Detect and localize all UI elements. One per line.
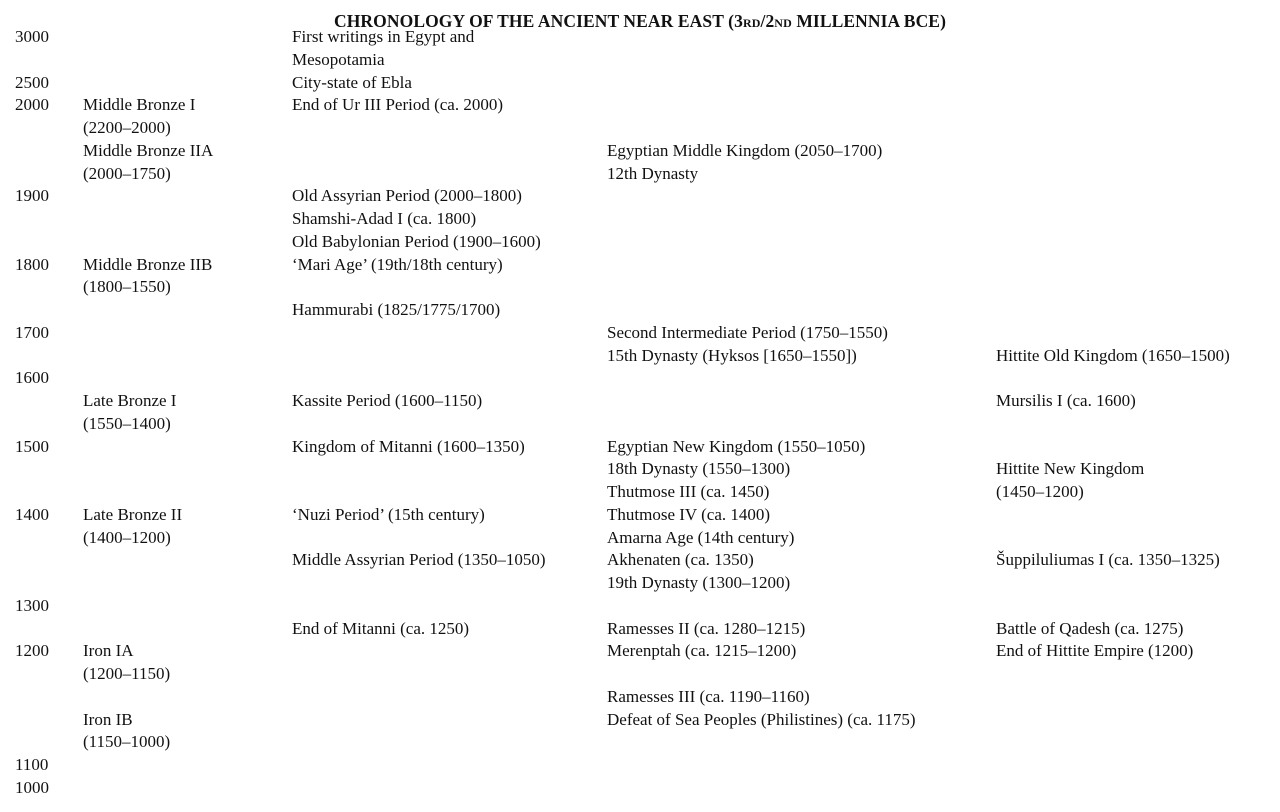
cell-year: 1700 <box>15 322 49 342</box>
cell-mesopotamia-syria: Middle Assyrian Period (1350–1050) <box>292 550 546 570</box>
cell-archaeological-period: Iron IA <box>83 641 134 661</box>
cell-archaeological-period: Iron IB <box>83 709 133 729</box>
cell-year: 1300 <box>15 595 49 615</box>
cell-mesopotamia-syria: Kingdom of Mitanni (1600–1350) <box>292 436 525 456</box>
cell-egypt: Thutmose III (ca. 1450) <box>607 482 770 501</box>
cell-egypt: Akhenaten (ca. 1350) <box>607 550 754 570</box>
cell-year: 1600 <box>15 368 49 388</box>
cell-archaeological-period: (1400–1200) <box>83 527 171 547</box>
cell-mesopotamia-syria: Kassite Period (1600–1150) <box>292 391 483 410</box>
cell-archaeological-period: (2200–2000) <box>83 118 171 137</box>
cell-archaeological-period: Middle Bronze I <box>83 95 196 115</box>
cell-egypt: Amarna Age (14th century) <box>607 527 795 547</box>
cell-archaeological-period: (1200–1150) <box>83 664 171 683</box>
cell-anatolia: End of Hittite Empire (1200) <box>996 641 1194 661</box>
title-small-caps-nd: ND <box>774 16 792 30</box>
cell-anatolia: Hittite Old Kingdom (1650–1500) <box>996 345 1230 365</box>
cell-year: 3000 <box>15 27 49 46</box>
cell-year: 1400 <box>15 504 49 524</box>
cell-mesopotamia-syria: Mesopotamia <box>292 49 385 69</box>
cell-year: 1800 <box>15 254 49 274</box>
cell-mesopotamia-syria: Old Babylonian Period (1900–1600) <box>292 231 541 251</box>
cell-year: 1000 <box>15 777 49 797</box>
cell-year: 1200 <box>15 641 49 661</box>
cell-anatolia: Šuppiluliumas I (ca. 1350–1325) <box>996 550 1220 570</box>
cell-year: 2000 <box>15 95 49 115</box>
cell-egypt: 15th Dynasty (Hyksos [1650–1550]) <box>607 345 857 365</box>
cell-anatolia: Hittite New Kingdom <box>996 459 1145 479</box>
cell-archaeological-period: (1150–1000) <box>83 732 171 752</box>
cell-egypt: Egyptian New Kingdom (1550–1050) <box>607 436 866 456</box>
cell-mesopotamia-syria: End of Ur III Period (ca. 2000) <box>292 95 504 115</box>
cell-egypt: Ramesses III (ca. 1190–1160) <box>607 686 810 706</box>
cell-archaeological-period: (1550–1400) <box>83 413 171 433</box>
cell-egypt: Thutmose IV (ca. 1400) <box>607 504 771 524</box>
title-text-tail: MILLENNIA BCE) <box>791 11 947 31</box>
cell-archaeological-period: Late Bronze II <box>83 504 183 524</box>
cell-mesopotamia-syria: Old Assyrian Period (2000–1800) <box>292 186 522 206</box>
cell-mesopotamia-syria: First writings in Egypt and <box>292 27 475 46</box>
cell-archaeological-period: Middle Bronze IIB <box>83 254 213 274</box>
cell-year: 1100 <box>15 755 49 774</box>
cell-egypt: Merenptah (ca. 1215–1200) <box>607 641 797 661</box>
cell-mesopotamia-syria: City-state of Ebla <box>292 72 412 92</box>
cell-year: 1900 <box>15 186 49 206</box>
cell-egypt: Egyptian Middle Kingdom (2050–1700) <box>607 140 883 160</box>
cell-archaeological-period: (2000–1750) <box>83 163 171 183</box>
title-text-mid: /2 <box>760 11 775 31</box>
cell-anatolia: Battle of Qadesh (ca. 1275) <box>996 618 1184 638</box>
cell-mesopotamia-syria: ‘Nuzi Period’ (15th century) <box>292 504 485 524</box>
cell-mesopotamia-syria: End of Mitanni (ca. 1250) <box>292 618 470 638</box>
cell-mesopotamia-syria: Hammurabi (1825/1775/1700) <box>292 300 501 319</box>
cell-egypt: 12th Dynasty <box>607 163 699 183</box>
cell-mesopotamia-syria: ‘Mari Age’ (19th/18th century) <box>292 254 503 274</box>
title-text: CHRONOLOGY OF THE ANCIENT NEAR EAST (3 <box>333 11 743 31</box>
cell-archaeological-period: Late Bronze I <box>83 391 177 410</box>
cell-egypt: Second Intermediate Period (1750–1550) <box>607 322 888 342</box>
cell-year: 1500 <box>15 436 49 456</box>
cell-egypt: Ramesses II (ca. 1280–1215) <box>607 618 806 638</box>
cell-year: 2500 <box>15 72 49 92</box>
cell-anatolia: (1450–1200) <box>996 482 1084 501</box>
cell-anatolia: Mursilis I (ca. 1600) <box>996 391 1136 410</box>
cell-archaeological-period: (1800–1550) <box>83 277 171 297</box>
cell-egypt: 18th Dynasty (1550–1300) <box>607 459 791 479</box>
cell-archaeological-period: Middle Bronze IIA <box>83 140 214 160</box>
page-title <box>0 11 1280 32</box>
cell-egypt: 19th Dynasty (1300–1200) <box>607 573 791 592</box>
cell-mesopotamia-syria: Shamshi-Adad I (ca. 1800) <box>292 209 477 228</box>
cell-egypt: Defeat of Sea Peoples (Philistines) (ca. 1175) <box>607 709 916 729</box>
title-small-caps-rd: RD <box>742 16 761 30</box>
